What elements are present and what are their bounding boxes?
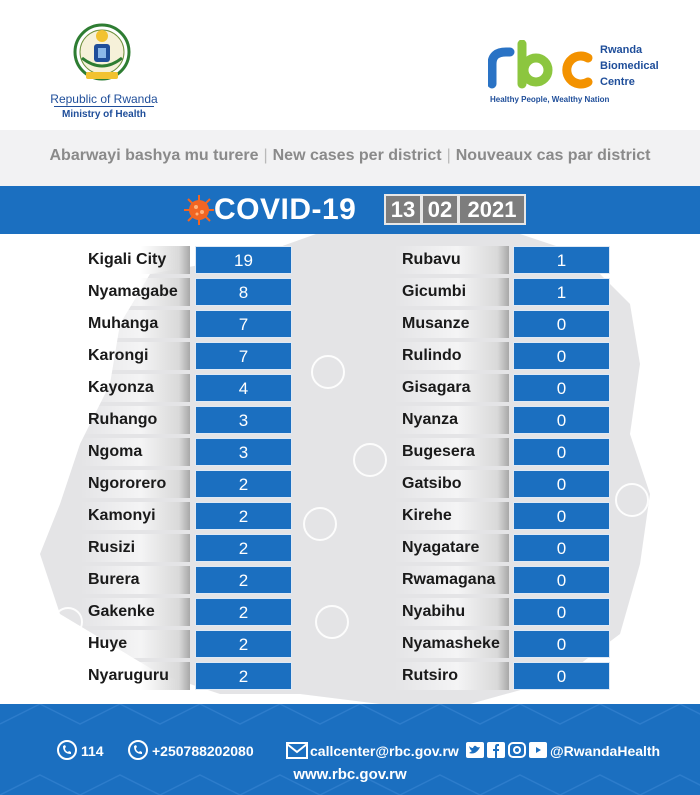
case-count: 0: [513, 630, 610, 658]
district-name: Nyamagabe: [80, 278, 190, 306]
case-count: 0: [513, 470, 610, 498]
case-count: 2: [195, 630, 292, 658]
date-month: 02: [421, 194, 459, 225]
email[interactable]: callcenter@rbc.gov.rw: [310, 743, 459, 759]
table-row: [394, 630, 610, 658]
rbc-name-line: Biomedical: [600, 60, 659, 72]
table-row: [394, 534, 610, 562]
table-row: [80, 662, 292, 690]
table-row: [80, 246, 292, 274]
table-row: [80, 374, 292, 402]
phone-icon: [56, 740, 78, 760]
district-name: Kigali City: [80, 246, 190, 274]
district-name: Kayonza: [80, 374, 190, 402]
date-year: 2021: [458, 194, 526, 225]
table-row: [80, 438, 292, 466]
case-count: 2: [195, 598, 292, 626]
date-day: 13: [384, 194, 422, 225]
covid-title: COVID-19: [214, 193, 357, 226]
case-count: 2: [195, 534, 292, 562]
case-count: 4: [195, 374, 292, 402]
website-link[interactable]: www.rbc.gov.rw: [293, 766, 407, 783]
table-row: [394, 662, 610, 690]
table-row: [394, 310, 610, 338]
district-name: Kirehe: [394, 502, 509, 530]
case-count: 0: [513, 662, 610, 690]
social-handle[interactable]: @RwandaHealth: [550, 743, 661, 759]
subtitle-separator: |: [446, 147, 451, 164]
district-name: Ngororero: [80, 470, 190, 498]
district-name: Rusizi: [80, 534, 190, 562]
subtitle-kinyarwanda: Abarwayi bashya mu turere: [49, 147, 259, 164]
district-name: Nyagatare: [394, 534, 509, 562]
rbc-name-line: Centre: [600, 76, 635, 88]
case-count: 1: [513, 278, 610, 306]
table-row: [80, 502, 292, 530]
phone-short[interactable]: 114: [81, 743, 104, 759]
case-count: 2: [195, 470, 292, 498]
header: [0, 0, 700, 130]
twitter-icon[interactable]: [466, 740, 484, 760]
rbc-name: [600, 42, 690, 90]
subtitle-english: New cases per district: [272, 147, 442, 164]
case-count: 0: [513, 438, 610, 466]
email-icon: [286, 740, 308, 760]
district-name: Rulindo: [394, 342, 509, 370]
rbc-tagline: Healthy People, Wealthy Nation: [490, 95, 610, 104]
district-name: Burera: [80, 566, 190, 594]
district-name: Nyamasheke: [394, 630, 509, 658]
table-row: [80, 470, 292, 498]
district-name: Nyaruguru: [80, 662, 190, 690]
instagram-icon[interactable]: [508, 740, 526, 760]
table-row: [394, 342, 610, 370]
table-row: [80, 534, 292, 562]
table-row: [80, 342, 292, 370]
district-name: Rutsiro: [394, 662, 509, 690]
district-name: Gatsibo: [394, 470, 509, 498]
rbc-name-line: Rwanda: [600, 44, 643, 56]
table-row: [394, 566, 610, 594]
case-count: 0: [513, 342, 610, 370]
phone-long[interactable]: +250788202080: [152, 743, 254, 759]
youtube-icon[interactable]: [529, 740, 547, 760]
table-row: [394, 598, 610, 626]
table-row: [80, 310, 292, 338]
case-count: 0: [513, 374, 610, 402]
case-count: 3: [195, 438, 292, 466]
case-count: 3: [195, 406, 292, 434]
divider: [54, 106, 154, 107]
district-name: Gisagara: [394, 374, 509, 402]
case-count: 0: [513, 534, 610, 562]
table-row: [80, 406, 292, 434]
case-count: 1: [513, 246, 610, 274]
table-row: [394, 374, 610, 402]
case-count: 2: [195, 502, 292, 530]
case-count: 7: [195, 310, 292, 338]
district-table-area: [0, 234, 700, 704]
district-name: Karongi: [80, 342, 190, 370]
case-count: 2: [195, 566, 292, 594]
table-row: [80, 598, 292, 626]
district-name: Ngoma: [80, 438, 190, 466]
district-name: Gicumbi: [394, 278, 509, 306]
case-count: 0: [513, 310, 610, 338]
table-row: [394, 278, 610, 306]
table-row: [394, 470, 610, 498]
table-row: [80, 630, 292, 658]
table-row: [394, 246, 610, 274]
subtitle-french: Nouveaux cas par district: [455, 147, 651, 164]
case-count: 0: [513, 502, 610, 530]
coat-of-arms-icon: [72, 22, 132, 84]
district-name: Bugesera: [394, 438, 509, 466]
district-name: Huye: [80, 630, 190, 658]
district-name: Muhanga: [80, 310, 190, 338]
case-count: 8: [195, 278, 292, 306]
table-row: [80, 278, 292, 306]
subtitle: [0, 147, 700, 165]
table-row: [394, 502, 610, 530]
district-name: Nyanza: [394, 406, 509, 434]
whatsapp-icon: [127, 740, 149, 760]
district-name: Ruhango: [80, 406, 190, 434]
table-row: [394, 406, 610, 434]
virus-icon: [183, 194, 215, 226]
district-name: Rwamagana: [394, 566, 509, 594]
case-count: 0: [513, 598, 610, 626]
case-count: 2: [195, 662, 292, 690]
district-name: Musanze: [394, 310, 509, 338]
district-name: Kamonyi: [80, 502, 190, 530]
district-name: Rubavu: [394, 246, 509, 274]
district-rows: [0, 234, 700, 704]
case-count: 0: [513, 406, 610, 434]
district-name: Nyabihu: [394, 598, 509, 626]
facebook-icon[interactable]: [487, 740, 505, 760]
rbc-logo: [488, 40, 596, 92]
table-row: [394, 438, 610, 466]
government-name: Republic of Rwanda: [50, 92, 158, 106]
district-name: Gakenke: [80, 598, 190, 626]
case-count: 19: [195, 246, 292, 274]
case-count: 7: [195, 342, 292, 370]
table-row: [80, 566, 292, 594]
footer: [0, 704, 700, 795]
ministry-name: Ministry of Health: [62, 109, 146, 120]
subtitle-separator: |: [263, 147, 268, 164]
case-count: 0: [513, 566, 610, 594]
